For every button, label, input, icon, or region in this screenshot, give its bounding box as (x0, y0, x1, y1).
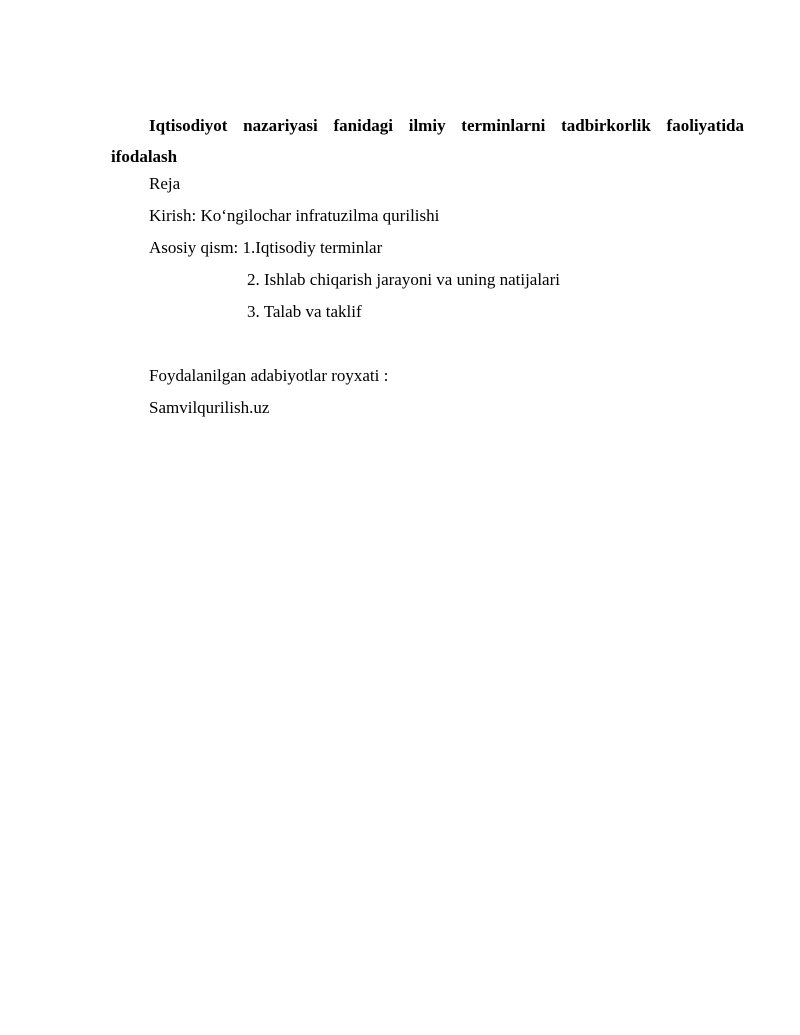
main-item-2: 2. Ishlab chiqarish jarayoni va uning natijalari (247, 270, 560, 289)
plan-heading: Reja (149, 174, 181, 193)
references-label: Foydalanilgan adabiyotlar royxati : (149, 366, 389, 385)
intro-line: Kirish: Ko‘ngilochar infratuzilma qurilishi (149, 206, 440, 225)
reference-source: Samvilqurilish.uz (149, 398, 270, 417)
main-part-line: Asosiy qism: 1.Iqtisodiy terminlar (149, 238, 383, 257)
main-item-3: 3. Talab va taklif (247, 302, 362, 321)
document-title: Iqtisodiyot nazariyasi fanidagi ilmiy terminlarni tadbirkorlik faoliyatida ifodalash (111, 116, 744, 166)
